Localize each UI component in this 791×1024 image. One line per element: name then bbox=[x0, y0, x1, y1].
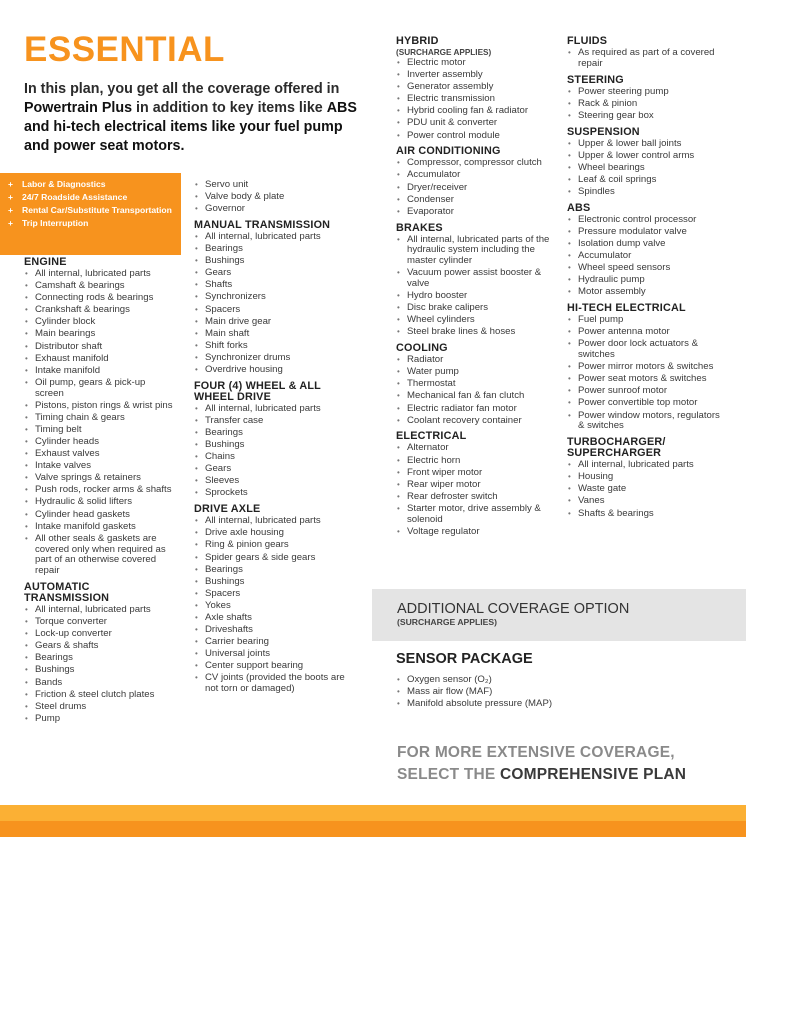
sensor-package bbox=[396, 651, 736, 711]
list-item: • Axle shafts bbox=[194, 613, 354, 624]
list-item: • Condenser bbox=[396, 195, 558, 206]
list-item: • Power seat motors & switches bbox=[567, 374, 727, 385]
list-item: • Bushings bbox=[194, 440, 354, 451]
intro-part-4: ABS and hi-tech electrical items like your fuel pump and power seat motors. bbox=[24, 100, 357, 154]
list-item: • Pistons, piston rings & wrist pins bbox=[24, 401, 174, 412]
list-item: • Bushings bbox=[194, 256, 354, 267]
list-item: • Yokes bbox=[194, 601, 354, 612]
list-item: • Bushings bbox=[194, 577, 354, 588]
list-item: • Valve body & plate bbox=[194, 192, 354, 203]
list-item: • Electric motor bbox=[396, 58, 558, 69]
benefits-box bbox=[0, 173, 181, 255]
list-item: • Gears & shafts bbox=[24, 641, 174, 652]
footer-stripe-dark bbox=[0, 821, 746, 837]
list-item: • Mass air flow (MAF) bbox=[396, 687, 736, 698]
list-item: • Shafts & bearings bbox=[567, 509, 727, 520]
plus-icon: + bbox=[8, 218, 14, 228]
section-heading: HYBRID bbox=[396, 35, 439, 47]
benefit-item bbox=[8, 205, 175, 215]
list-item: • Rear wiper motor bbox=[396, 480, 558, 491]
list-item: • Shift forks bbox=[194, 341, 354, 352]
list-item: • All internal, lubricated parts bbox=[24, 269, 174, 280]
additional-coverage-subtitle: (SURCHARGE APPLIES) bbox=[397, 617, 497, 627]
list-item: • Exhaust manifold bbox=[24, 354, 174, 365]
list-item: • Generator assembly bbox=[396, 82, 558, 93]
list-item: • Wheel bearings bbox=[567, 163, 727, 174]
footer-stripe-light bbox=[0, 805, 746, 821]
list-item: • Compressor, compressor clutch bbox=[396, 158, 558, 169]
list-item: • Friction & steel clutch plates bbox=[24, 690, 174, 701]
section-heading: SUSPENSION bbox=[567, 125, 640, 138]
list-item: • Upper & lower control arms bbox=[567, 151, 727, 162]
list-item: • Sprockets bbox=[194, 488, 354, 499]
list-item: • Power convertible top motor bbox=[567, 398, 727, 409]
coverage-column-1 bbox=[24, 257, 174, 726]
coverage-column-4 bbox=[567, 36, 727, 521]
list-item: • Bearings bbox=[194, 244, 354, 255]
list-item: • All internal, lubricated parts bbox=[194, 516, 354, 527]
section-heading: COOLING bbox=[396, 342, 448, 355]
list-item: • Carrier bearing bbox=[194, 637, 354, 648]
list-item: • Main shaft bbox=[194, 329, 354, 340]
list-item: • Lock-up converter bbox=[24, 629, 174, 640]
section-heading: FLUIDS bbox=[567, 35, 608, 47]
list-item: • Pressure modulator valve bbox=[567, 227, 727, 238]
list-item: • Center support bearing bbox=[194, 661, 354, 672]
list-item: • Ring & pinion gears bbox=[194, 540, 354, 551]
list-item: • Front wiper motor bbox=[396, 468, 558, 479]
section-heading: FOUR (4) WHEEL & ALL WHEEL DRIVE bbox=[194, 379, 321, 403]
list-item: • Cylinder block bbox=[24, 317, 174, 328]
benefit-label: Rental Car/Substitute Transportation bbox=[22, 205, 172, 215]
list-item: • Bearings bbox=[24, 653, 174, 664]
plus-icon: + bbox=[8, 192, 14, 202]
more-coverage-line-1: FOR MORE EXTENSIVE COVERAGE, bbox=[397, 744, 675, 761]
benefit-label: Labor & Diagnostics bbox=[22, 179, 106, 189]
section-heading: BRAKES bbox=[396, 221, 443, 234]
list-item: • Manifold absolute pressure (MAP) bbox=[396, 699, 736, 710]
list-item: • Water pump bbox=[396, 367, 558, 378]
list-item: • Wheel cylinders bbox=[396, 315, 558, 326]
plus-icon: + bbox=[8, 205, 14, 215]
list-item: • Spindles bbox=[567, 187, 727, 198]
list-item: • Housing bbox=[567, 472, 727, 483]
list-item: • Rear defroster switch bbox=[396, 492, 558, 503]
section-heading: STEERING bbox=[567, 73, 624, 86]
list-item: • All internal, lubricated parts bbox=[24, 605, 174, 616]
list-item: • PDU unit & converter bbox=[396, 118, 558, 129]
list-item: • Main bearings bbox=[24, 329, 174, 340]
section-heading: AUTOMATIC TRANSMISSION bbox=[24, 580, 110, 604]
list-item: • Connecting rods & bearings bbox=[24, 293, 174, 304]
list-item: • Power door lock actuators & switches bbox=[567, 339, 727, 361]
intro-part-1: In this plan, you get all the coverage offered in bbox=[24, 81, 340, 97]
list-item: • As required as part of a covered repair bbox=[567, 48, 727, 70]
section-heading: HI-TECH ELECTRICAL bbox=[567, 302, 686, 315]
list-item: • Camshaft & bearings bbox=[24, 281, 174, 292]
list-item: • Mechanical fan & fan clutch bbox=[396, 391, 558, 402]
additional-coverage-title: ADDITIONAL COVERAGE OPTION bbox=[397, 601, 630, 617]
list-item: • Starter motor, drive assembly & solenoid bbox=[396, 504, 558, 526]
section-heading: ENGINE bbox=[24, 256, 67, 268]
list-item: • All internal, lubricated parts bbox=[194, 404, 354, 415]
list-item: • Vanes bbox=[567, 496, 727, 507]
list-item: • Intake valves bbox=[24, 461, 174, 472]
list-item: • Gears bbox=[194, 268, 354, 279]
list-item: • Electronic control processor bbox=[567, 215, 727, 226]
list-item: • Intake manifold bbox=[24, 366, 174, 377]
list-item: • Accumulator bbox=[396, 170, 558, 181]
list-item: • Gears bbox=[194, 464, 354, 475]
list-item: • Hydro booster bbox=[396, 291, 558, 302]
list-item: • Valve springs & retainers bbox=[24, 473, 174, 484]
list-item: • Cylinder head gaskets bbox=[24, 510, 174, 521]
list-item: • All internal, lubricated parts bbox=[194, 232, 354, 243]
list-item: • All internal, lubricated parts of the hydraulic system including the master cylinder bbox=[396, 235, 558, 267]
list-item: • Servo unit bbox=[194, 180, 354, 191]
list-item: • Thermostat bbox=[396, 379, 558, 390]
section-heading: DRIVE AXLE bbox=[194, 503, 261, 516]
list-item: • Steering gear box bbox=[567, 111, 727, 122]
list-item: • Spacers bbox=[194, 305, 354, 316]
benefit-item bbox=[8, 218, 175, 228]
list-item: • Electric transmission bbox=[396, 94, 558, 105]
intro-plan-name: Powertrain Plus bbox=[24, 100, 133, 116]
list-item: • Upper & lower ball joints bbox=[567, 139, 727, 150]
list-item: • Spacers bbox=[194, 589, 354, 600]
list-item: • Shafts bbox=[194, 280, 354, 291]
list-item: • Vacuum power assist booster & valve bbox=[396, 268, 558, 290]
list-item: • Isolation dump valve bbox=[567, 239, 727, 250]
list-item: • Accumulator bbox=[567, 251, 727, 262]
list-item: • All internal, lubricated parts bbox=[567, 460, 727, 471]
coverage-column-2 bbox=[194, 180, 354, 696]
additional-coverage-box bbox=[372, 589, 746, 641]
list-item: • Hydraulic pump bbox=[567, 275, 727, 286]
list-item: • Sleeves bbox=[194, 476, 354, 487]
section-heading: ELECTRICAL bbox=[396, 430, 467, 443]
list-item: • Universal joints bbox=[194, 649, 354, 660]
list-item: • Torque converter bbox=[24, 617, 174, 628]
intro-part-3: in addition to key items like bbox=[132, 100, 327, 116]
list-item: • Distributor shaft bbox=[24, 342, 174, 353]
list-item: • Intake manifold gaskets bbox=[24, 522, 174, 533]
list-item: • CV joints (provided the boots are not torn or damaged) bbox=[194, 673, 354, 695]
list-item: • Synchronizer drums bbox=[194, 353, 354, 364]
list-item: • Leaf & coil springs bbox=[567, 175, 727, 186]
list-item: • Motor assembly bbox=[567, 287, 727, 298]
list-item: • Bands bbox=[24, 678, 174, 689]
list-item: • Transfer case bbox=[194, 416, 354, 427]
section-heading: MANUAL TRANSMISSION bbox=[194, 218, 331, 231]
section-heading: AIR CONDITIONING bbox=[396, 145, 501, 158]
list-item: • Main drive gear bbox=[194, 317, 354, 328]
list-item: • Timing belt bbox=[24, 425, 174, 436]
list-item: • Steel drums bbox=[24, 702, 174, 713]
list-item: • Crankshaft & bearings bbox=[24, 305, 174, 316]
sensor-package-title: SENSOR PACKAGE bbox=[396, 651, 533, 667]
section-heading: ABS bbox=[567, 201, 591, 214]
list-item: • Chains bbox=[194, 452, 354, 463]
list-item: • Coolant recovery container bbox=[396, 416, 558, 427]
list-item: • Drive axle housing bbox=[194, 528, 354, 539]
list-item: • All other seals & gaskets are covered only when required as part of an otherwise covered repair bbox=[24, 534, 174, 577]
list-item: • Evaporator bbox=[396, 207, 558, 218]
list-item: • Bearings bbox=[194, 565, 354, 576]
list-item: • Spider gears & side gears bbox=[194, 553, 354, 564]
list-item: • Pump bbox=[24, 714, 174, 725]
list-item: • Dryer/receiver bbox=[396, 183, 558, 194]
benefit-label: 24/7 Roadside Assistance bbox=[22, 192, 128, 202]
list-item: • Power steering pump bbox=[567, 87, 727, 98]
list-item: • Synchronizers bbox=[194, 292, 354, 303]
list-item: • Waste gate bbox=[567, 484, 727, 495]
list-item: • Oil pump, gears & pick-up screen bbox=[24, 378, 174, 400]
list-item: • Power control module bbox=[396, 131, 558, 142]
benefit-item bbox=[8, 192, 175, 202]
list-item: • Inverter assembly bbox=[396, 70, 558, 81]
section-heading: TURBOCHARGER/ SUPERCHARGER bbox=[567, 436, 666, 460]
list-item: • Hybrid cooling fan & radiator bbox=[396, 106, 558, 117]
list-item: • Wheel speed sensors bbox=[567, 263, 727, 274]
list-item: • Oxygen sensor (O₂) bbox=[396, 675, 736, 686]
list-item: • Disc brake calipers bbox=[396, 303, 558, 314]
list-item: • Power antenna motor bbox=[567, 327, 727, 338]
list-item: • Exhaust valves bbox=[24, 449, 174, 460]
page-title: ESSENTIAL bbox=[24, 30, 225, 69]
benefit-label: Trip Interruption bbox=[22, 218, 89, 228]
list-item: • Radiator bbox=[396, 355, 558, 366]
list-item: • Electric horn bbox=[396, 456, 558, 467]
list-item: • Power window motors, regulators & switches bbox=[567, 411, 727, 433]
comprehensive-plan-name: COMPREHENSIVE PLAN bbox=[499, 766, 687, 783]
list-item: • Rack & pinion bbox=[567, 99, 727, 110]
list-item: • Electric radiator fan motor bbox=[396, 404, 558, 415]
list-item: • Bearings bbox=[194, 428, 354, 439]
list-item: • Timing chain & gears bbox=[24, 413, 174, 424]
list-item: • Governor bbox=[194, 204, 354, 215]
coverage-column-3 bbox=[396, 36, 558, 539]
list-item: • Steel brake lines & hoses bbox=[396, 327, 558, 338]
more-coverage-line-2a: SELECT THE bbox=[397, 766, 500, 783]
plus-icon: + bbox=[8, 179, 14, 189]
list-item: • Bushings bbox=[24, 665, 174, 676]
list-item: • Voltage regulator bbox=[396, 527, 558, 538]
list-item: • Overdrive housing bbox=[194, 365, 354, 376]
section-subtitle: (SURCHARGE APPLIES) bbox=[396, 48, 492, 57]
benefit-item bbox=[8, 179, 175, 189]
list-item: • Driveshafts bbox=[194, 625, 354, 636]
list-item: • Cylinder heads bbox=[24, 437, 174, 448]
list-item: • Alternator bbox=[396, 443, 558, 454]
list-item: • Push rods, rocker arms & shafts bbox=[24, 485, 174, 496]
list-item: • Power sunroof motor bbox=[567, 386, 727, 397]
more-coverage-callout bbox=[397, 742, 686, 786]
list-item: • Hydraulic & solid lifters bbox=[24, 497, 174, 508]
intro-text bbox=[24, 80, 364, 156]
list-item: • Fuel pump bbox=[567, 315, 727, 326]
list-item: • Power mirror motors & switches bbox=[567, 362, 727, 373]
